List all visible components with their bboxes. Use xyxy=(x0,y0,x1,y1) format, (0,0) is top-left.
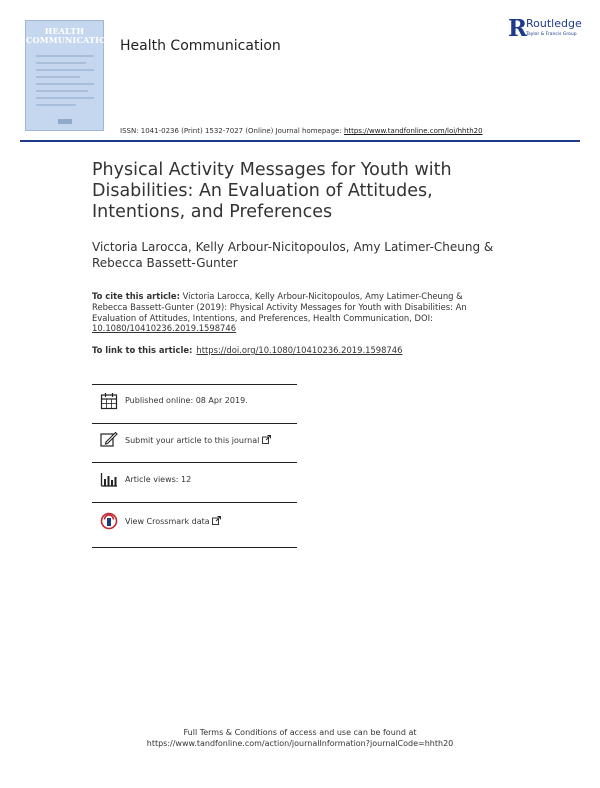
cover-title-line2: COMMUNICATION xyxy=(26,35,114,45)
article-title: Physical Activity Messages for Youth with Disabilities: An Evaluation of Attitudes, Intentions, and Preferences xyxy=(92,160,452,222)
issn-line xyxy=(120,127,483,135)
cover-line xyxy=(36,62,86,64)
header-divider xyxy=(20,140,580,142)
calendar-icon xyxy=(100,392,118,410)
published-online-row xyxy=(100,392,297,412)
divider xyxy=(92,502,297,503)
external-link-icon xyxy=(212,516,221,525)
cover-publisher-mark xyxy=(58,119,72,124)
logo-wordmark: Routledge xyxy=(526,17,582,30)
footer xyxy=(0,727,600,749)
cover-line xyxy=(36,69,94,71)
cover-line xyxy=(36,76,80,78)
journal-homepage-link[interactable]: https://www.tandfonline.com/loi/hhth20 xyxy=(343,127,483,135)
crossmark-row[interactable] xyxy=(100,512,297,532)
crossmark-link[interactable] xyxy=(125,516,221,526)
bar-chart-icon xyxy=(100,471,118,489)
footer-terms-text: Full Terms & Conditions of access and use can be found at xyxy=(183,728,417,737)
divider xyxy=(92,423,297,424)
article-authors: Victoria Larocca, Kelly Arbour-Nicitopoulos, Amy Latimer-Cheung & Rebecca Bassett-Gunter xyxy=(92,240,494,270)
article-link-block xyxy=(92,345,492,355)
article-doi-link[interactable]: https://doi.org/10.1080/10410236.2019.1598746 xyxy=(196,345,403,355)
cover-line xyxy=(36,83,94,85)
logo-subtitle: Taylor & Francis Group xyxy=(526,32,577,37)
link-label: To link to this article: xyxy=(92,345,193,355)
divider xyxy=(92,462,297,463)
divider xyxy=(92,384,297,385)
cover-line xyxy=(36,90,88,92)
divider xyxy=(92,547,297,548)
citation-label: To cite this article: xyxy=(92,291,180,301)
cover-line xyxy=(36,97,94,99)
footer-terms-link[interactable]: https://www.tandfonline.com/action/journalInformation?journalCode=hhth20 xyxy=(146,739,454,748)
submit-article-row[interactable] xyxy=(100,431,297,451)
crossmark-label: View Crossmark data xyxy=(125,517,210,526)
submit-article-link[interactable] xyxy=(125,435,271,445)
citation-block xyxy=(92,291,492,334)
article-views-text: Article views: 12 xyxy=(125,475,192,484)
edit-icon xyxy=(100,431,118,449)
cover-title xyxy=(26,26,114,45)
cover-line xyxy=(36,104,76,106)
routledge-logo xyxy=(508,16,590,46)
journal-cover xyxy=(25,20,114,131)
citation-text: Victoria Larocca, Kelly Arbour-Nicitopoulos, Amy Latimer-Cheung & Rebecca Bassett-Gunter (2019): Physical Activity Messages for Youth with Disabilities: An Evaluation of Attitudes, Intentions, and Preferences, Health Communication, DOI: xyxy=(92,291,467,323)
external-link-icon xyxy=(262,435,271,444)
doi-link[interactable]: 10.1080/10410236.2019.1598746 xyxy=(92,323,237,334)
submit-article-label: Submit your article to this journal xyxy=(125,436,260,445)
article-views-row xyxy=(100,471,297,491)
routledge-logo-icon: R xyxy=(508,15,528,42)
cover-title-line1: HEALTH xyxy=(44,26,85,36)
journal-name[interactable]: Health Communication xyxy=(120,38,281,54)
cover-line xyxy=(36,55,94,57)
published-online-text: Published online: 08 Apr 2019. xyxy=(125,396,248,405)
crossmark-icon xyxy=(100,512,118,530)
issn-text: ISSN: 1041-0236 (Print) 1532-7027 (Online) Journal homepage: xyxy=(120,127,344,135)
